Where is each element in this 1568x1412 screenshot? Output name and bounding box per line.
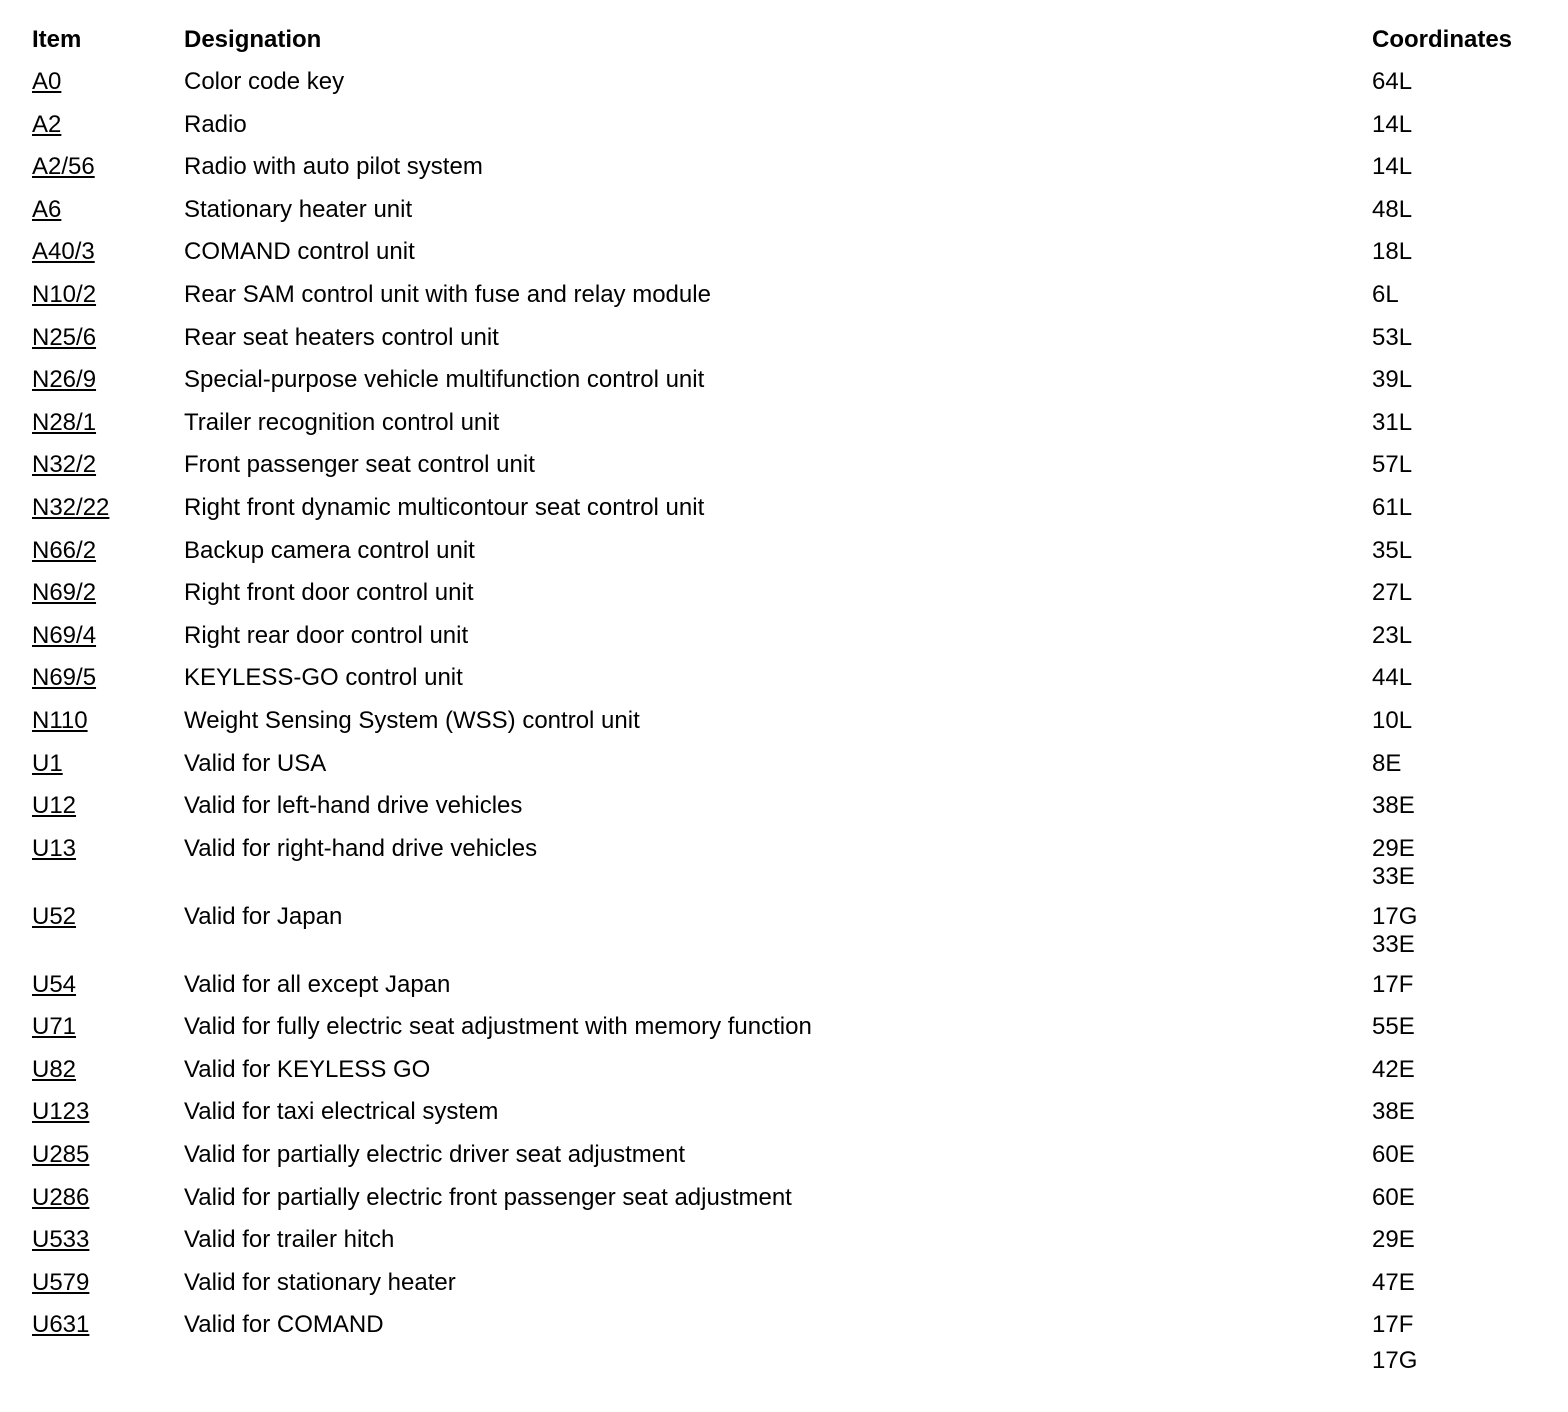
coordinate-value: 14L (1372, 110, 1413, 138)
designation-cell: Valid for stationary heater (184, 1268, 456, 1296)
item-cell (27, 105, 184, 148)
coordinates-cell (1372, 105, 1552, 148)
coordinates-cell (1372, 445, 1552, 488)
coordinates-cell (1372, 786, 1552, 829)
table-row (27, 829, 1552, 897)
item-cell (27, 897, 184, 965)
coordinates-cell (1372, 897, 1552, 965)
coordinate-value: 60E (1372, 1141, 1415, 1169)
coordinates-cell (1372, 531, 1552, 574)
item-link[interactable]: A0 (32, 68, 62, 95)
item-link[interactable]: N32/22 (32, 493, 110, 521)
table-body (27, 62, 1552, 1381)
item-link[interactable]: N69/4 (32, 621, 97, 649)
designation-cell: Valid for Japan (184, 902, 343, 930)
table-row (27, 897, 1552, 965)
designation-cell: Radio with auto pilot system (184, 153, 483, 181)
designation-cell: Color code key (184, 68, 345, 95)
item-link[interactable]: A2 (32, 110, 62, 138)
coordinate-value: 55E (1372, 1013, 1415, 1041)
coordinate-value: 18L (1372, 238, 1413, 266)
item-link[interactable]: U286 (32, 1183, 90, 1211)
coordinate-value: 17G (1372, 1347, 1418, 1375)
table-row (27, 318, 1552, 361)
designation-cell: Rear SAM control unit with fuse and relay module (184, 280, 711, 308)
coordinate-value: 38E (1372, 1098, 1415, 1126)
item-link[interactable]: U52 (32, 902, 77, 930)
column-header-designation: Designation (184, 26, 322, 53)
coordinates-cell (1372, 275, 1552, 318)
coordinate-value: 44L (1372, 664, 1413, 692)
item-link[interactable]: U13 (32, 834, 77, 862)
coordinate-value: 42E (1372, 1055, 1415, 1083)
coordinates-cell (1372, 1263, 1552, 1306)
item-link[interactable]: N10/2 (32, 280, 97, 308)
coordinates-cell (1372, 1092, 1552, 1135)
item-link[interactable]: U54 (32, 970, 77, 998)
coordinates-cell (1372, 658, 1552, 701)
item-cell (27, 1220, 184, 1263)
item-cell (27, 1178, 184, 1221)
designation-cell: Valid for all except Japan (184, 970, 451, 998)
item-cell (27, 232, 184, 275)
item-link[interactable]: N28/1 (32, 408, 97, 436)
item-link[interactable]: U579 (32, 1268, 90, 1296)
coordinate-value: 27L (1372, 579, 1413, 607)
coordinate-value: 31L (1372, 408, 1413, 436)
coordinate-value: 48L (1372, 195, 1413, 223)
table-row (27, 1220, 1552, 1263)
column-header-coordinates: Coordinates (1372, 26, 1513, 53)
coordinates-cell (1372, 616, 1552, 659)
designation-cell: Valid for left-hand drive vehicles (184, 792, 523, 820)
table-row (27, 62, 1552, 105)
table-row (27, 1263, 1552, 1306)
item-cell (27, 573, 184, 616)
table-row (27, 658, 1552, 701)
designation-cell: Special-purpose vehicle multifunction control unit (184, 366, 705, 394)
item-cell (27, 1263, 184, 1306)
designation-cell: Backup camera control unit (184, 536, 475, 564)
item-link[interactable]: N25/6 (32, 323, 97, 351)
coordinates-cell (1372, 1135, 1552, 1178)
item-link[interactable]: A6 (32, 195, 62, 223)
item-cell (27, 488, 184, 531)
table-row (27, 190, 1552, 233)
item-cell (27, 531, 184, 574)
designation-cell: Valid for right-hand drive vehicles (184, 834, 538, 862)
coordinates-cell (1372, 488, 1552, 531)
coordinates-cell (1372, 232, 1552, 275)
designation-cell: Rear seat heaters control unit (184, 323, 499, 351)
table-row (27, 1135, 1552, 1178)
designation-cell: COMAND control unit (184, 238, 415, 266)
item-cell (27, 318, 184, 361)
coordinate-value: 29E (1372, 1226, 1415, 1254)
coordinates-cell (1372, 573, 1552, 616)
table-row (27, 1305, 1552, 1381)
coordinates-cell (1372, 744, 1552, 787)
item-cell (27, 1135, 184, 1178)
designation-cell: Valid for KEYLESS GO (184, 1055, 431, 1083)
coordinates-cell (1372, 1305, 1552, 1381)
designation-cell: Trailer recognition control unit (184, 408, 500, 436)
designation-cell: Valid for taxi electrical system (184, 1098, 499, 1126)
coordinates-cell (1372, 318, 1552, 361)
designation-cell: Valid for fully electric seat adjustment with memory function (184, 1013, 812, 1041)
coordinate-value: 47E (1372, 1268, 1415, 1296)
item-link[interactable]: A40/3 (32, 238, 95, 266)
item-link[interactable]: A2/56 (32, 153, 95, 181)
designation-cell: Right front door control unit (184, 579, 474, 607)
coordinates-cell (1372, 1007, 1552, 1050)
designation-cell: Valid for COMAND (184, 1311, 384, 1339)
designation-cell: Weight Sensing System (WSS) control unit (184, 706, 640, 734)
designation-cell: Valid for trailer hitch (184, 1226, 395, 1254)
item-link[interactable]: U71 (32, 1013, 77, 1041)
coordinate-value: 57L (1372, 451, 1413, 479)
item-cell (27, 658, 184, 701)
coordinate-value: 10L (1372, 706, 1413, 734)
item-link[interactable]: U82 (32, 1055, 77, 1083)
item-link[interactable]: N66/2 (32, 536, 97, 564)
coordinates-cell (1372, 829, 1552, 897)
item-cell (27, 965, 184, 1008)
item-cell (27, 1007, 184, 1050)
coordinate-value: 14L (1372, 153, 1413, 181)
table-row (27, 488, 1552, 531)
item-link[interactable]: U12 (32, 792, 77, 820)
coordinates-cell (1372, 360, 1552, 403)
item-cell (27, 275, 184, 318)
coordinates-cell (1372, 1050, 1552, 1093)
designation-cell: Valid for partially electric front passenger seat adjustment (184, 1183, 792, 1211)
coordinate-value: 6L (1372, 280, 1399, 308)
table-row (27, 531, 1552, 574)
item-link[interactable]: N26/9 (32, 366, 97, 394)
item-link[interactable]: N69/5 (32, 664, 97, 692)
coordinates-cell (1372, 1178, 1552, 1221)
item-link[interactable]: U631 (32, 1311, 90, 1339)
coordinate-value: 17F (1372, 1311, 1414, 1339)
designation-cell: Right front dynamic multicontour seat control unit (184, 493, 705, 521)
coordinate-value: 39L (1372, 366, 1413, 394)
table-row (27, 1050, 1552, 1093)
table-row (27, 573, 1552, 616)
table-row (27, 403, 1552, 446)
coordinates-cell (1372, 965, 1552, 1008)
table-row (27, 1007, 1552, 1050)
coordinate-value: 17F (1372, 970, 1414, 998)
coordinate-value: 60E (1372, 1183, 1415, 1211)
item-cell (27, 62, 184, 105)
item-link[interactable]: N32/2 (32, 451, 97, 479)
item-cell (27, 360, 184, 403)
coordinate-value: 33E (1372, 862, 1415, 890)
coordinates-cell (1372, 701, 1552, 744)
table-row (27, 701, 1552, 744)
item-cell (27, 786, 184, 829)
designation-cell: Right rear door control unit (184, 621, 469, 649)
item-link[interactable]: N69/2 (32, 579, 97, 607)
column-header-item: Item (32, 26, 82, 53)
item-cell (27, 445, 184, 488)
item-cell (27, 701, 184, 744)
designation-cell: Radio (184, 110, 247, 138)
coordinate-value: 23L (1372, 621, 1413, 649)
item-cell (27, 147, 184, 190)
table-row (27, 1092, 1552, 1135)
coordinate-value: 29E (1372, 834, 1415, 862)
item-link[interactable]: U285 (32, 1141, 90, 1169)
table-row (27, 147, 1552, 190)
table-row (27, 105, 1552, 148)
item-cell (27, 1050, 184, 1093)
table-row (27, 232, 1552, 275)
item-link[interactable]: U533 (32, 1226, 90, 1254)
component-legend-table (27, 20, 1552, 1381)
item-cell (27, 403, 184, 446)
coordinates-cell (1372, 403, 1552, 446)
table-row (27, 360, 1552, 403)
coordinate-value: 35L (1372, 536, 1413, 564)
item-cell (27, 1305, 184, 1381)
designation-cell: Front passenger seat control unit (184, 451, 535, 479)
table-row (27, 275, 1552, 318)
item-cell (27, 190, 184, 233)
coordinate-value: 8E (1372, 749, 1402, 777)
coordinates-cell (1372, 190, 1552, 233)
item-cell (27, 829, 184, 897)
table-row (27, 744, 1552, 787)
table-row (27, 786, 1552, 829)
coordinates-cell (1372, 1220, 1552, 1263)
item-cell (27, 1092, 184, 1135)
table-row (27, 965, 1552, 1008)
designation-cell: Valid for partially electric driver seat adjustment (184, 1141, 686, 1169)
table-header (27, 20, 1552, 62)
designation-cell: Valid for USA (184, 749, 327, 777)
item-cell (27, 744, 184, 787)
designation-cell: Stationary heater unit (184, 195, 413, 223)
coordinate-value: 64L (1372, 68, 1413, 95)
item-link[interactable]: N110 (32, 706, 88, 734)
item-link[interactable]: U123 (32, 1098, 90, 1126)
coordinates-cell (1372, 147, 1552, 190)
designation-cell: KEYLESS-GO control unit (184, 664, 463, 692)
coordinate-value: 61L (1372, 493, 1413, 521)
table-row (27, 1178, 1552, 1221)
item-link[interactable]: U1 (32, 749, 63, 777)
coordinate-value: 17G (1372, 902, 1418, 930)
coordinate-value: 38E (1372, 792, 1415, 820)
table-row (27, 616, 1552, 659)
coordinates-cell (1372, 62, 1552, 105)
coordinate-value: 53L (1372, 323, 1413, 351)
table-row (27, 445, 1552, 488)
item-cell (27, 616, 184, 659)
header-row (27, 20, 1552, 62)
coordinate-value: 33E (1372, 930, 1415, 958)
